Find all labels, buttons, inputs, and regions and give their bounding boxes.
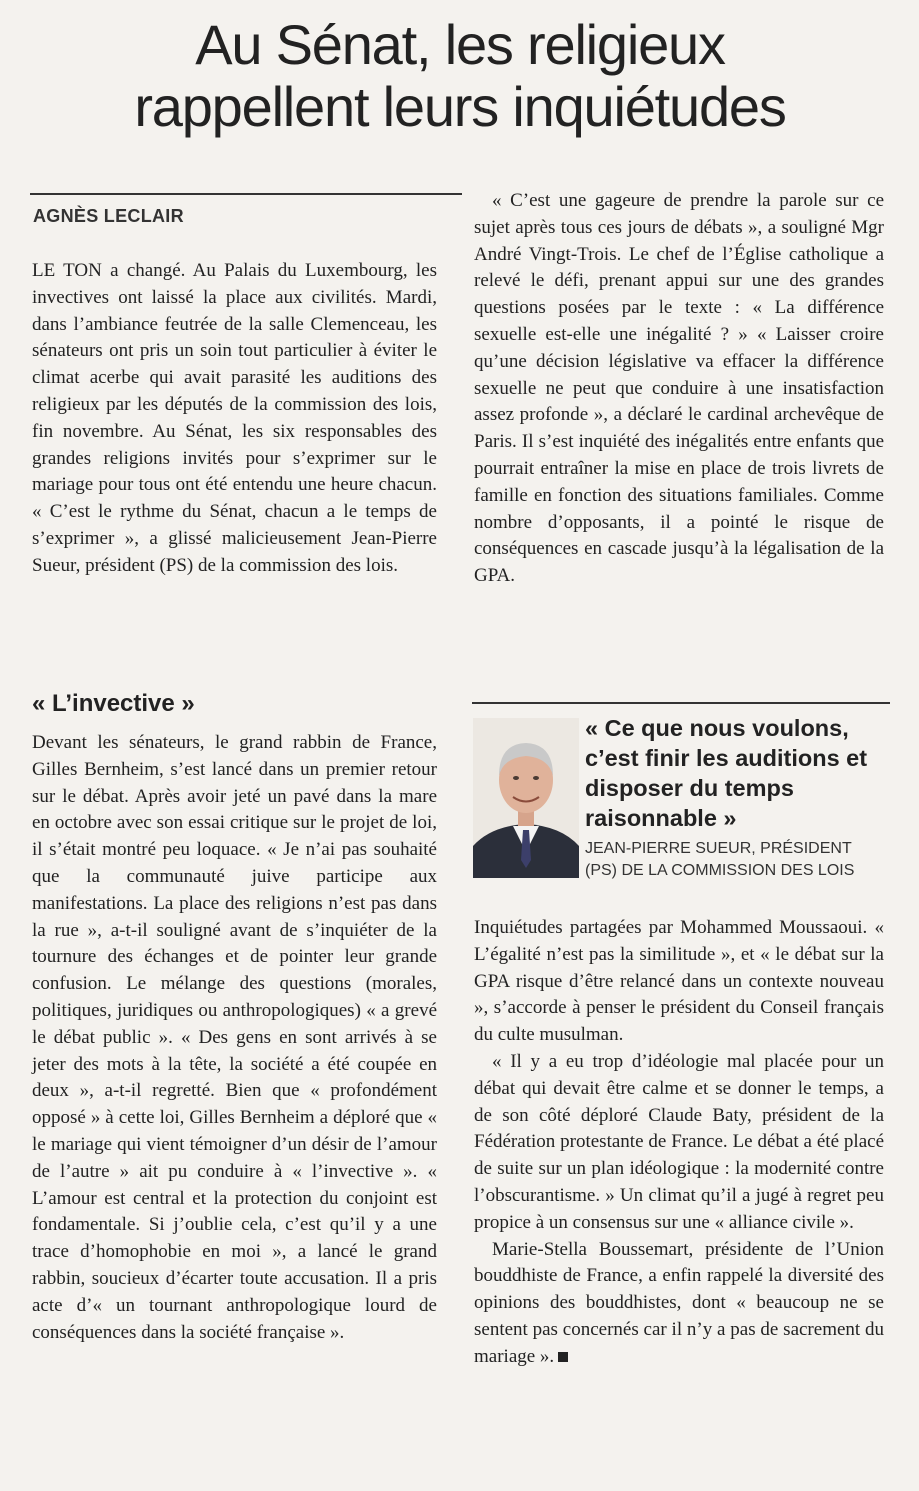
boussemart-text: Marie-Stella Boussemart, présidente de l’Union bouddhiste de France, a enfin rappelé la diversité des opinions des bouddhistes, dont « beaucoup ne se sentent pas concernés car il n’y a pas de sacrement du mariage ». <box>474 1238 884 1367</box>
portrait-photo <box>473 718 579 878</box>
paragraph-bernheim: Devant les sénateurs, le grand rabbin de France, Gilles Bernheim, s’est lancé dans un premier retour sur le débat. Après avoir jeté un pavé dans la mare en octobre avec son essai critique sur le projet de loi, il s’était montré peu loquace. « Je n’ai pas souhaité que la communauté juive participe aux manifestations. La place des religions n’est pas dans la rue », a-t-il souligné avant de s’inquiéter de la tournure des échanges et de pointer leur grande confusion. Le mélange des questions (morales, politiques, juridiques ou anthropologiques) « a grevé le débat public ». « Des gens en sont arrivés à se jeter des mots à la tête, la société a été coupée en deux », a-t-il regretté. Bien que « profondément opposé » à cette loi, Gilles Bernheim a déploré que « le mariage qui vient témoigner d’un désir de l’amour de l’autre » ait pu conduire à « l’invective ». « L’amour est central et la protection du conjoint est fondamentale. Si j’oublie cela, c’est qu’il y a une trace d’homophobie en moi », a lancé le grand rabbin, soucieux d’écarter toute accusation. Il a pris acte d’« un tournant anthropologique lourd de conséquences dans la société française ». <box>32 732 437 1343</box>
byline: AGNÈS LECLAIR <box>33 206 184 226</box>
portrait-illustration <box>473 718 579 878</box>
article-headline <box>30 14 890 138</box>
paragraph-vingt-trois: « C’est une gageure de prendre la parole sur ce sujet après tous ces jours de débats », a souligné Mgr André Vingt-Trois. Le chef de l’Église catholique a relevé le défi, prenant appui sur une des grandes questions posées par le texte : « La différence sexuelle est-elle une inégalité ? » « Laisser croire qu’une décision législative va effacer la différence sexuelle ne peut que conduire à une insatisfaction assez profonde », a déclaré le cardinal archevêque de Paris. Il s’est inquiété des inégalités entre enfants que pourrait entraîner la mise en place de trois livrets de famille en fonction des situations familiales. Comme nombre d’opposants, il a pointé le risque de conséquences en cascade jusqu’à la légalisation de la GPA. <box>474 190 884 587</box>
right-column-top <box>474 188 884 590</box>
paragraph-boussemart <box>474 1237 884 1371</box>
section-subhead: « L’invective » <box>32 690 195 717</box>
headline-line-2: rappellent leurs inquiétudes <box>134 75 786 138</box>
paragraph-moussaoui: Inquiétudes partagées par Mohammed Moussaoui. « L’égalité n’est pas la similitude », et « le débat sur la GPA risque d’être relancé dans un contexte nouveau », s’accorde à penser le président du Conseil français du culte musulman. <box>474 917 884 1046</box>
quote-attribution: JEAN-PIERRE SUEUR, PRÉSIDENT (PS) DE LA COMMISSION DES LOIS <box>585 840 855 879</box>
pullquote-rule <box>472 702 890 704</box>
right-column-bottom <box>474 915 884 1371</box>
left-column-top <box>32 258 437 580</box>
pull-quote: « Ce que nous voulons, c’est finir les auditions et disposer du temps raisonnable » <box>585 715 868 831</box>
paragraph-baty: « Il y a eu trop d’idéologie mal placée pour un débat qui devait être calme et se donner le temps, a de son côté déploré Claude Baty, président de la Fédération protestante de France. Le débat a été placé de suite sur un plan idéologique : la modernité contre l’obscurantisme. » Un climat qu’il a jugé à regret peu propice à un consensus sur une « alliance civile ». <box>474 1050 884 1233</box>
headline-line-1: Au Sénat, les religieux <box>195 13 725 76</box>
left-column-bottom <box>32 730 437 1346</box>
article-end-mark <box>558 1352 568 1362</box>
paragraph-intro: LE TON a changé. Au Palais du Luxembourg, les invectives ont laissé la place aux civilités. Mardi, dans l’ambiance feutrée de la salle Clemenceau, les sénateurs ont pris un soin tout particulier à éviter le climat acerbe qui avait parasité les auditions des religieux par les députés de la commission des lois, fin novembre. Au Sénat, les six responsables des grandes religions invités pour s’exprimer sur le mariage pour tous ont été entendu une heure chacun. « C’est le rythme du Sénat, chacun a le temps de s’exprimer », a glissé malicieusement Jean-Pierre Sueur, président (PS) de la commission des lois. <box>32 260 437 576</box>
byline-rule <box>30 193 462 195</box>
